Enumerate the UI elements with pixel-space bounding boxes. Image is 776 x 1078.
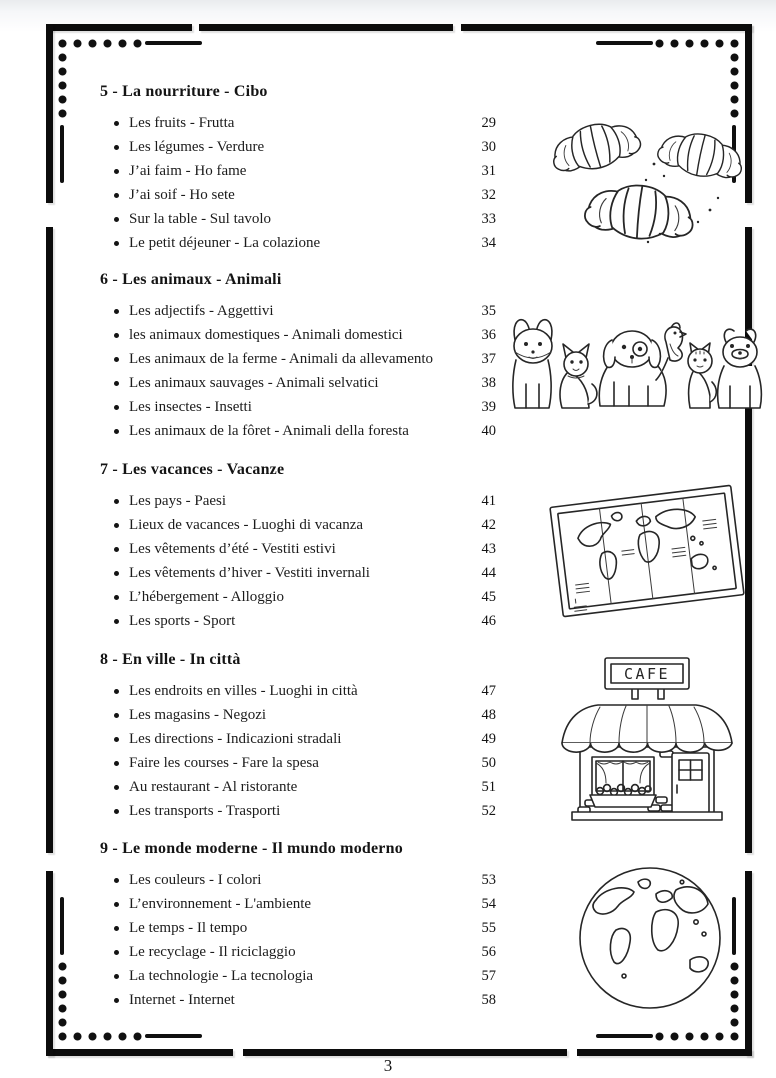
bullet-icon	[114, 713, 119, 718]
toc-item-label: Les fruits - Frutta	[129, 114, 235, 131]
section-heading: 8 - En ville - In città	[100, 651, 241, 668]
dots-column-icon	[58, 53, 67, 118]
bullet-icon	[114, 902, 119, 907]
toc-item-page: 42	[481, 516, 496, 533]
toc-item	[100, 679, 496, 703]
toc-item-label: Le petit déjeuner - La colazione	[129, 234, 321, 251]
toc-item-label: Les directions - Indicazioni stradali	[129, 730, 342, 747]
toc-item-label: J’ai soif - Ho sete	[129, 186, 235, 203]
toc-item-list	[100, 868, 496, 1012]
bullet-icon	[114, 381, 119, 386]
pets-illustration	[502, 315, 764, 415]
toc-item-label: Les adjectifs - Aggettivi	[129, 302, 274, 319]
bullet-icon	[114, 737, 119, 742]
bullet-icon	[114, 217, 119, 222]
toc-item-page: 37	[481, 350, 496, 367]
ornament-line	[60, 125, 64, 183]
toc-section-food	[100, 81, 496, 255]
bullet-icon	[114, 193, 119, 198]
toc-item-page: 35	[481, 302, 496, 319]
bullet-icon	[114, 429, 119, 434]
toc-item-page: 36	[481, 326, 496, 343]
section-heading: 9 - Le monde moderne - Il mundo moderno	[100, 840, 403, 857]
frame-top-segment	[199, 24, 453, 31]
toc-item-label: Le recyclage - Il riciclaggio	[129, 943, 296, 960]
dots-column-icon	[58, 962, 67, 1027]
bullet-icon	[114, 309, 119, 314]
toc-item-label: Faire les courses - Fare la spesa	[129, 754, 319, 771]
toc-item-page: 50	[481, 754, 496, 771]
world-map-illustration	[542, 476, 752, 626]
toc-item-page: 47	[481, 682, 496, 699]
toc-item	[100, 892, 496, 916]
toc-item-page: 54	[481, 895, 496, 912]
toc-item-list	[100, 679, 496, 823]
toc-item	[100, 916, 496, 940]
toc-item-page: 53	[481, 871, 496, 888]
bullet-icon	[114, 241, 119, 246]
toc-item-label: Le temps - Il tempo	[129, 919, 248, 936]
toc-item-page: 58	[481, 991, 496, 1008]
bullet-icon	[114, 809, 119, 814]
frame-bottom-segment	[577, 1049, 752, 1056]
dots-row-icon	[655, 1032, 739, 1041]
toc-item	[100, 775, 496, 799]
ornament-line	[596, 1034, 653, 1038]
toc-item	[100, 489, 496, 513]
bullet-icon	[114, 357, 119, 362]
globe-illustration	[552, 864, 748, 1012]
toc-item	[100, 751, 496, 775]
toc-item-label: Les vêtements d’hiver - Vestiti invernali	[129, 564, 370, 581]
toc-item	[100, 419, 496, 443]
toc-item-page: 43	[481, 540, 496, 557]
toc-item-page: 46	[481, 612, 496, 629]
toc-item-page: 45	[481, 588, 496, 605]
toc-item-label: Les insectes - Insetti	[129, 398, 252, 415]
bullet-icon	[114, 499, 119, 504]
toc-item	[100, 135, 496, 159]
frame-left-segment	[46, 871, 53, 1056]
toc-item-page: 51	[481, 778, 496, 795]
toc-item	[100, 585, 496, 609]
toc-section-modern-world	[100, 838, 496, 1012]
bullet-icon	[114, 619, 119, 624]
toc-item	[100, 727, 496, 751]
bullet-icon	[114, 878, 119, 883]
toc-item	[100, 111, 496, 135]
croissants-illustration	[548, 106, 760, 256]
toc-item-label: Les animaux sauvages - Animali selvatici	[129, 374, 379, 391]
toc-item-page: 30	[481, 138, 496, 155]
bullet-icon	[114, 121, 119, 126]
section-heading: 7 - Les vacances - Vacanze	[100, 461, 285, 478]
section-heading: 5 - La nourriture - Cibo	[100, 83, 268, 100]
ornament-line	[145, 1034, 202, 1038]
toc-item-page: 55	[481, 919, 496, 936]
toc-item-label: Les animaux de la fôret - Animali della foresta	[129, 422, 409, 439]
toc-item-list	[100, 111, 496, 255]
toc-item	[100, 964, 496, 988]
toc-item-label: J’ai faim - Ho fame	[129, 162, 247, 179]
toc-item	[100, 347, 496, 371]
toc-item	[100, 537, 496, 561]
toc-item	[100, 988, 496, 1012]
toc-item-page: 44	[481, 564, 496, 581]
toc-item	[100, 183, 496, 207]
toc-item-page: 40	[481, 422, 496, 439]
toc-item-label: Les couleurs - I colori	[129, 871, 262, 888]
bullet-icon	[114, 405, 119, 410]
toc-item-page: 38	[481, 374, 496, 391]
bullet-icon	[114, 333, 119, 338]
toc-item-list	[100, 299, 496, 443]
toc-item-label: Les endroits en villes - Luoghi in città	[129, 682, 358, 699]
toc-item-label: Sur la table - Sul tavolo	[129, 210, 272, 227]
frame-bottom-segment	[243, 1049, 567, 1056]
toc-item-label: Les magasins - Negozi	[129, 706, 267, 723]
toc-item-label: Lieux de vacances - Luoghi di vacanza	[129, 516, 364, 533]
toc-item-page: 31	[481, 162, 496, 179]
toc-item-page: 56	[481, 943, 496, 960]
bullet-icon	[114, 523, 119, 528]
bullet-icon	[114, 689, 119, 694]
toc-item-page: 29	[481, 114, 496, 131]
toc-item	[100, 609, 496, 633]
bullet-icon	[114, 595, 119, 600]
toc-item-label: Au restaurant - Al ristorante	[129, 778, 298, 795]
ornament-line	[596, 41, 653, 45]
toc-item	[100, 299, 496, 323]
toc-item	[100, 159, 496, 183]
frame-left-segment	[46, 227, 53, 853]
toc-item	[100, 395, 496, 419]
ornament-line	[145, 41, 202, 45]
toc-item-list	[100, 489, 496, 633]
bullet-icon	[114, 145, 119, 150]
toc-item-page: 57	[481, 967, 496, 984]
page-number: 3	[383, 1056, 393, 1075]
toc-item	[100, 561, 496, 585]
toc-item-page: 33	[481, 210, 496, 227]
toc-section-city	[100, 649, 496, 823]
toc-item	[100, 231, 496, 255]
toc-item-label: Internet - Internet	[129, 991, 235, 1008]
toc-item-label: Les vêtements d’été - Vestiti estivi	[129, 540, 336, 557]
dots-row-icon	[58, 1032, 142, 1041]
toc-item-page: 41	[481, 492, 496, 509]
toc-item	[100, 799, 496, 823]
toc-item-page: 49	[481, 730, 496, 747]
toc-item-label: L’environnement - L'ambiente	[129, 895, 312, 912]
toc-item-label: Les sports - Sport	[129, 612, 236, 629]
toc-item-label: Les animaux de la ferme - Animali da allevamento	[129, 350, 434, 367]
frame-left-segment	[46, 24, 53, 203]
bullet-icon	[114, 547, 119, 552]
toc-item-page: 32	[481, 186, 496, 203]
bullet-icon	[114, 950, 119, 955]
toc-item	[100, 513, 496, 537]
toc-item-page: 34	[481, 234, 496, 251]
toc-item-label: L’hébergement - Alloggio	[129, 588, 284, 605]
bullet-icon	[114, 169, 119, 174]
toc-item-label: les animaux domestiques - Animali domestici	[129, 326, 403, 343]
cafe-sign-label: CAFE	[623, 665, 671, 683]
bullet-icon	[114, 998, 119, 1003]
toc-item	[100, 868, 496, 892]
section-heading: 6 - Les animaux - Animali	[100, 271, 282, 288]
toc-item	[100, 703, 496, 727]
toc-item-label: Les légumes - Verdure	[129, 138, 265, 155]
bullet-icon	[114, 785, 119, 790]
dots-row-icon	[655, 39, 739, 48]
toc-item	[100, 371, 496, 395]
bullet-icon	[114, 926, 119, 931]
toc-item-label: Les pays - Paesi	[129, 492, 227, 509]
toc-item-page: 52	[481, 802, 496, 819]
toc-section-animals	[100, 269, 496, 443]
toc-item-page: 48	[481, 706, 496, 723]
toc-item	[100, 940, 496, 964]
toc-item-label: Les transports - Trasporti	[129, 802, 281, 819]
toc-item	[100, 207, 496, 231]
bullet-icon	[114, 974, 119, 979]
frame-top-segment	[46, 24, 192, 31]
toc-section-holidays	[100, 459, 496, 633]
frame-bottom-segment	[46, 1049, 233, 1056]
cafe-storefront-illustration	[548, 655, 746, 823]
frame-top-segment	[461, 24, 752, 31]
toc-item-label: La technologie - La tecnologia	[129, 967, 314, 984]
bullet-icon	[114, 571, 119, 576]
toc-item-page: 39	[481, 398, 496, 415]
ornament-line	[60, 897, 64, 955]
bullet-icon	[114, 761, 119, 766]
dots-row-icon	[58, 39, 142, 48]
toc-item	[100, 323, 496, 347]
